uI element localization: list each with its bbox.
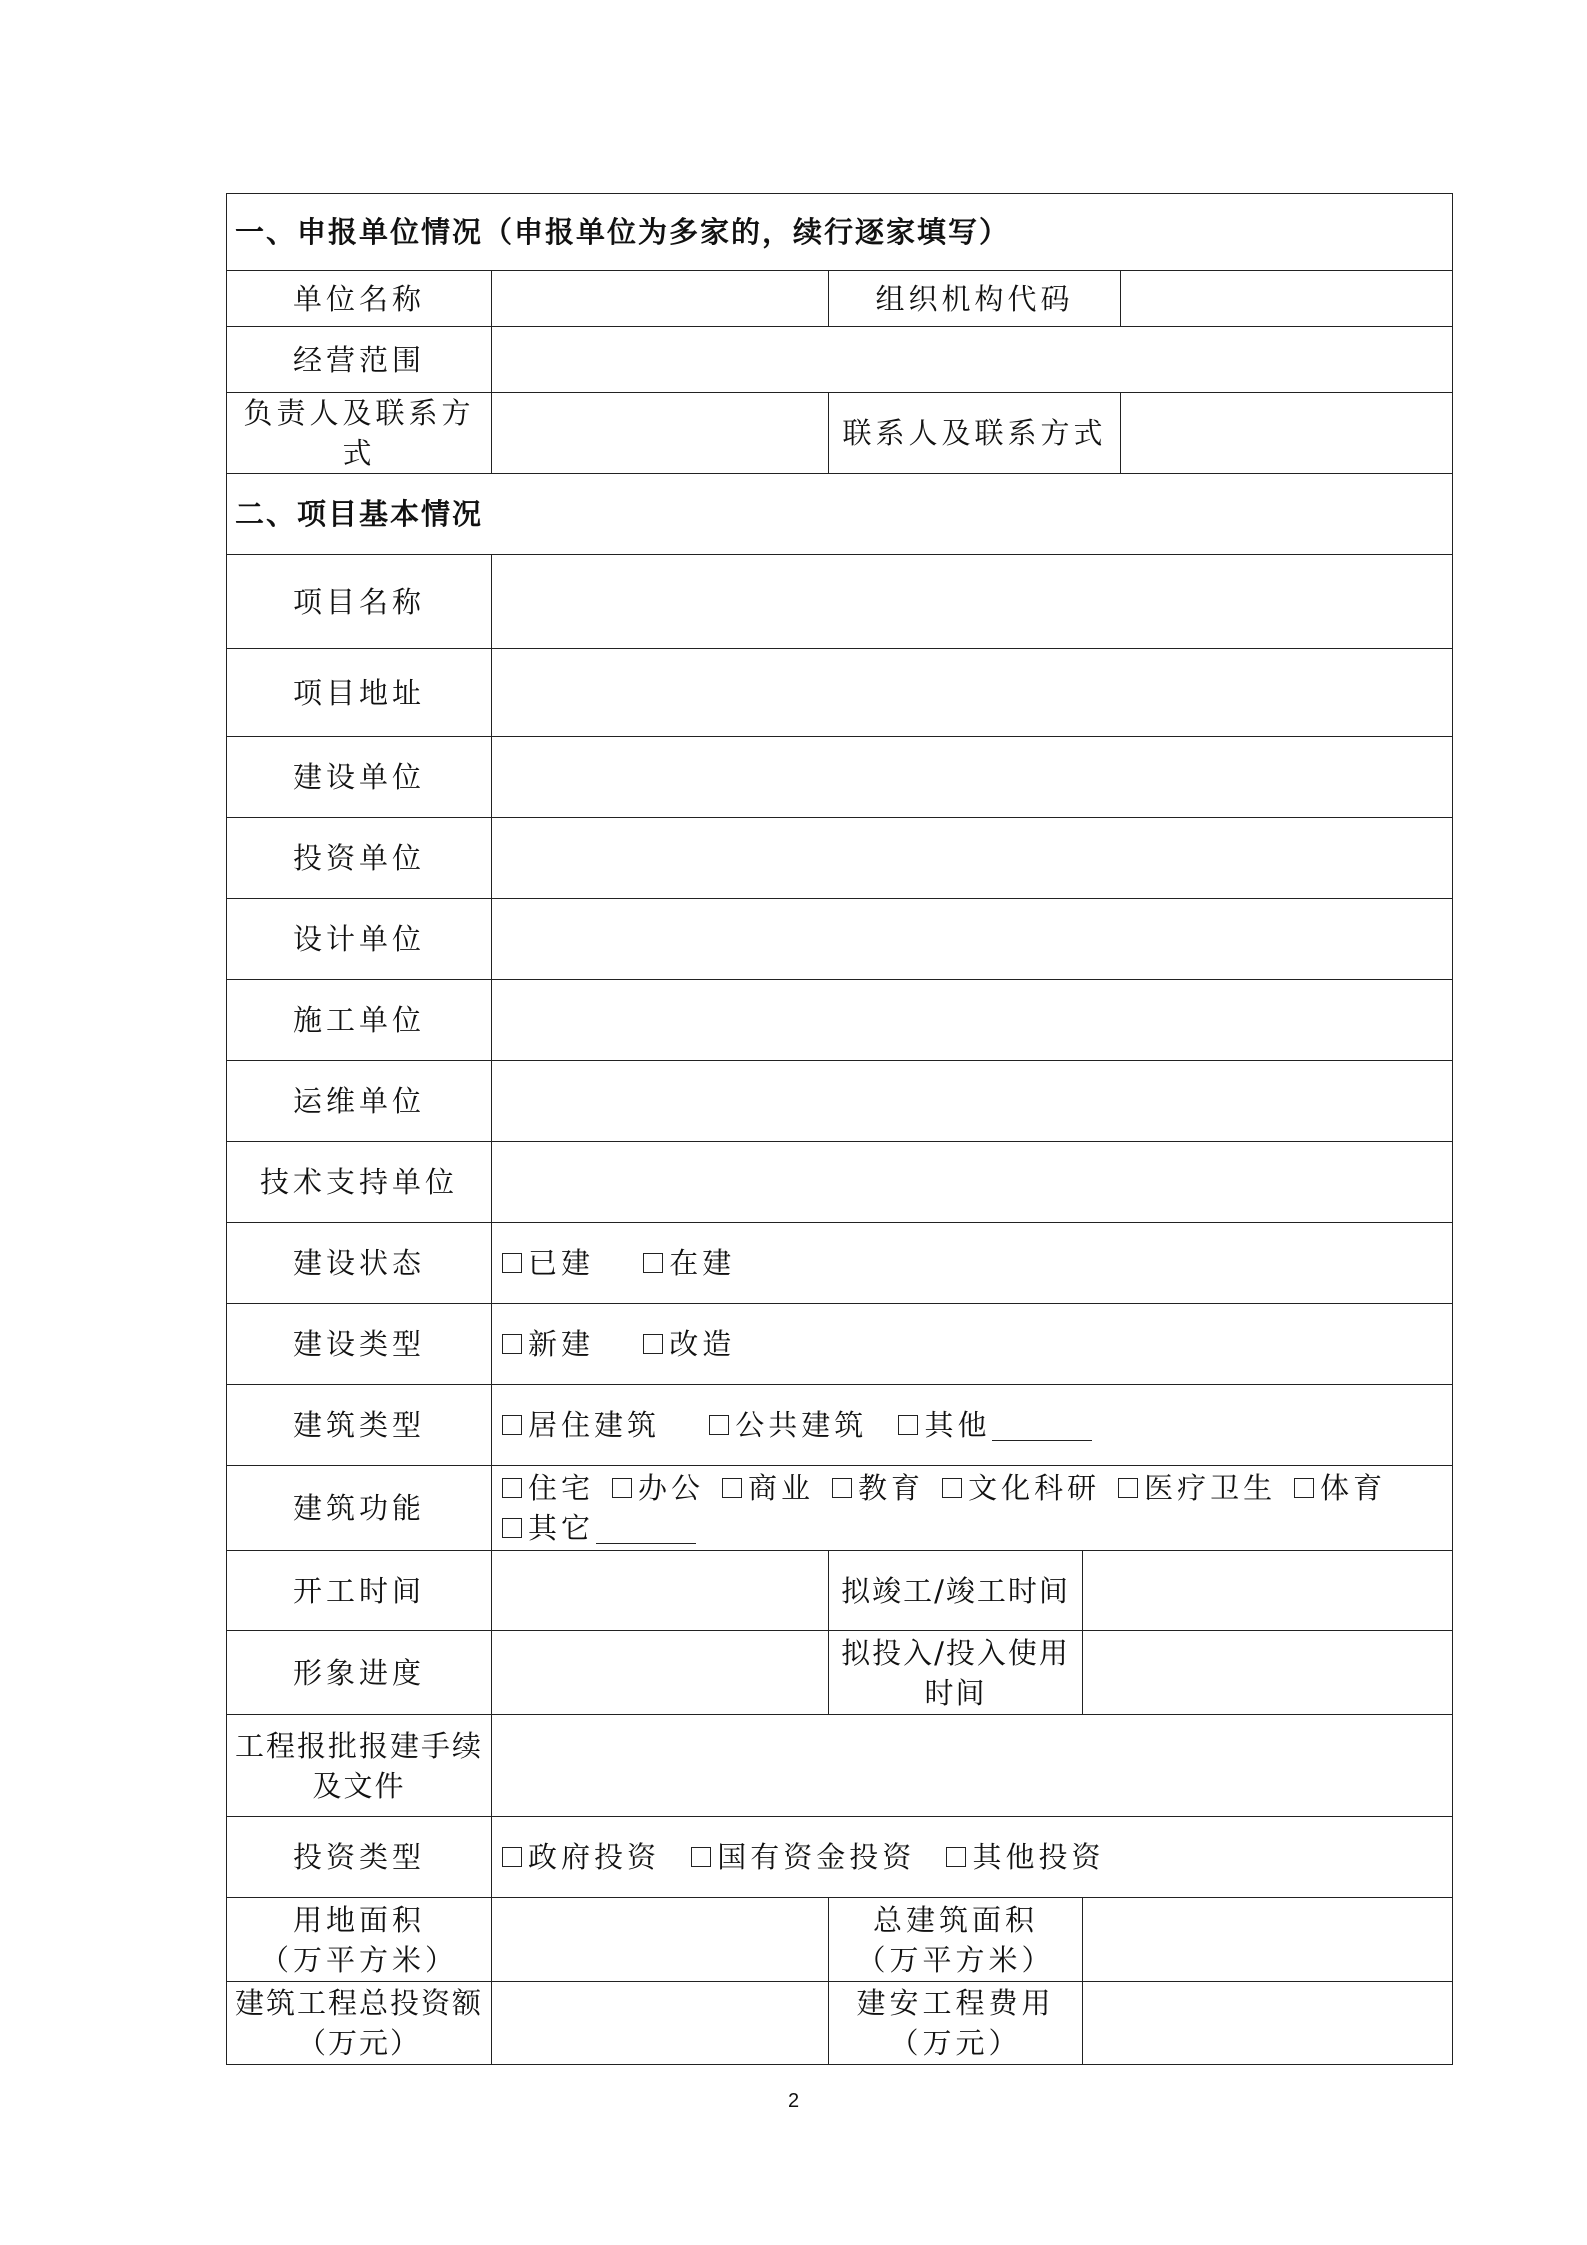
building-function-option[interactable]: 文化科研: [942, 1468, 1100, 1508]
total-area-field[interactable]: [1083, 1898, 1453, 1982]
project-address-field[interactable]: [492, 649, 1453, 737]
total-investment-field[interactable]: [492, 1982, 829, 2065]
building-function-option[interactable]: 办公: [612, 1468, 704, 1508]
builder-unit-label: 施工单位: [227, 980, 492, 1061]
tech-support-unit-label: 技术支持单位: [227, 1142, 492, 1223]
building-function-option[interactable]: 住宅: [502, 1468, 594, 1508]
checkbox[interactable]: [643, 1253, 663, 1273]
unit-name-label: 单位名称: [227, 271, 492, 327]
build-status-option[interactable]: 在建: [643, 1243, 735, 1283]
checkbox[interactable]: [709, 1415, 729, 1435]
investment-type-option[interactable]: 政府投资: [502, 1837, 660, 1877]
total-area-label: 总建筑面积 （万平方米）: [829, 1898, 1083, 1982]
operation-unit-label: 运维单位: [227, 1061, 492, 1142]
operation-unit-field[interactable]: [492, 1061, 1453, 1142]
build-status-label: 建设状态: [227, 1223, 492, 1304]
other-blank-field[interactable]: [992, 1410, 1092, 1441]
checkbox[interactable]: [643, 1334, 663, 1354]
build-type-options: [492, 1304, 1453, 1385]
completion-time-field[interactable]: [1083, 1551, 1453, 1631]
design-unit-field[interactable]: [492, 899, 1453, 980]
land-area-label: 用地面积 （万平方米）: [227, 1898, 492, 1982]
building-function-option[interactable]: 其它: [502, 1508, 696, 1548]
design-unit-label: 设计单位: [227, 899, 492, 980]
checkbox[interactable]: [502, 1415, 522, 1435]
building-function-option[interactable]: 医疗卫生: [1118, 1468, 1276, 1508]
land-area-field[interactable]: [492, 1898, 829, 1982]
checkbox[interactable]: [502, 1253, 522, 1273]
investment-type-option[interactable]: 其他投资: [946, 1837, 1104, 1877]
building-type-option[interactable]: 公共建筑: [709, 1405, 867, 1445]
building-function-options: [492, 1466, 1453, 1551]
checkbox[interactable]: [1118, 1478, 1138, 1498]
investment-unit-field[interactable]: [492, 818, 1453, 899]
section2-title: 二、项目基本情况: [227, 474, 1453, 555]
building-type-option[interactable]: 居住建筑: [502, 1405, 660, 1445]
use-time-field[interactable]: [1083, 1631, 1453, 1715]
contact-person-field[interactable]: [1121, 393, 1453, 474]
start-time-label: 开工时间: [227, 1551, 492, 1631]
checkbox[interactable]: [612, 1478, 632, 1498]
checkbox[interactable]: [722, 1478, 742, 1498]
checkbox[interactable]: [502, 1847, 522, 1867]
business-scope-field[interactable]: [492, 327, 1453, 393]
project-address-label: 项目地址: [227, 649, 492, 737]
checkbox[interactable]: [502, 1478, 522, 1498]
building-function-label: 建筑功能: [227, 1466, 492, 1551]
construction-unit-label: 建设单位: [227, 737, 492, 818]
building-type-label: 建筑类型: [227, 1385, 492, 1466]
checkbox[interactable]: [832, 1478, 852, 1498]
building-function-option[interactable]: 体育: [1294, 1468, 1386, 1508]
building-type-option[interactable]: 其他: [898, 1405, 1092, 1445]
org-code-field[interactable]: [1121, 271, 1453, 327]
building-function-option[interactable]: 商业: [722, 1468, 814, 1508]
business-scope-label: 经营范围: [227, 327, 492, 393]
checkbox[interactable]: [502, 1518, 522, 1538]
investment-type-options: [492, 1817, 1453, 1898]
person-in-charge-field[interactable]: [492, 393, 829, 474]
approval-field[interactable]: [492, 1715, 1453, 1817]
checkbox[interactable]: [502, 1334, 522, 1354]
build-status-options: [492, 1223, 1453, 1304]
checkbox[interactable]: [942, 1478, 962, 1498]
tech-support-unit-field[interactable]: [492, 1142, 1453, 1223]
investment-type-option[interactable]: 国有资金投资: [691, 1837, 915, 1877]
building-function-option[interactable]: 教育: [832, 1468, 924, 1508]
total-investment-label: 建筑工程总投资额 （万元）: [227, 1982, 492, 2065]
checkbox[interactable]: [691, 1847, 711, 1867]
install-cost-field[interactable]: [1083, 1982, 1453, 2065]
approval-label: 工程报批报建手续 及文件: [227, 1715, 492, 1817]
building-type-options: [492, 1385, 1453, 1466]
checkbox[interactable]: [898, 1415, 918, 1435]
project-name-label: 项目名称: [227, 555, 492, 649]
page-number: 2: [787, 2090, 800, 2112]
progress-field[interactable]: [492, 1631, 829, 1715]
checkbox[interactable]: [1294, 1478, 1314, 1498]
completion-time-label: 拟竣工/竣工时间: [829, 1551, 1083, 1631]
construction-unit-field[interactable]: [492, 737, 1453, 818]
other-blank-field[interactable]: [596, 1513, 696, 1544]
progress-label: 形象进度: [227, 1631, 492, 1715]
start-time-field[interactable]: [492, 1551, 829, 1631]
use-time-label: 拟投入/投入使用 时间: [829, 1631, 1083, 1715]
build-type-option[interactable]: 新建: [502, 1324, 594, 1364]
builder-unit-field[interactable]: [492, 980, 1453, 1061]
checkbox[interactable]: [946, 1847, 966, 1867]
unit-name-field[interactable]: [492, 271, 829, 327]
section1-title: 一、申报单位情况（申报单位为多家的，续行逐家填写）: [227, 194, 1453, 271]
org-code-label: 组织机构代码: [829, 271, 1121, 327]
investment-type-label: 投资类型: [227, 1817, 492, 1898]
person-in-charge-label: 负责人及联系方式: [227, 393, 492, 474]
build-status-option[interactable]: 已建: [502, 1243, 594, 1283]
investment-unit-label: 投资单位: [227, 818, 492, 899]
build-type-label: 建设类型: [227, 1304, 492, 1385]
install-cost-label: 建安工程费用 （万元）: [829, 1982, 1083, 2065]
project-name-field[interactable]: [492, 555, 1453, 649]
build-type-option[interactable]: 改造: [643, 1324, 735, 1364]
application-form-table: [226, 193, 1453, 2065]
contact-person-label: 联系人及联系方式: [829, 393, 1121, 474]
